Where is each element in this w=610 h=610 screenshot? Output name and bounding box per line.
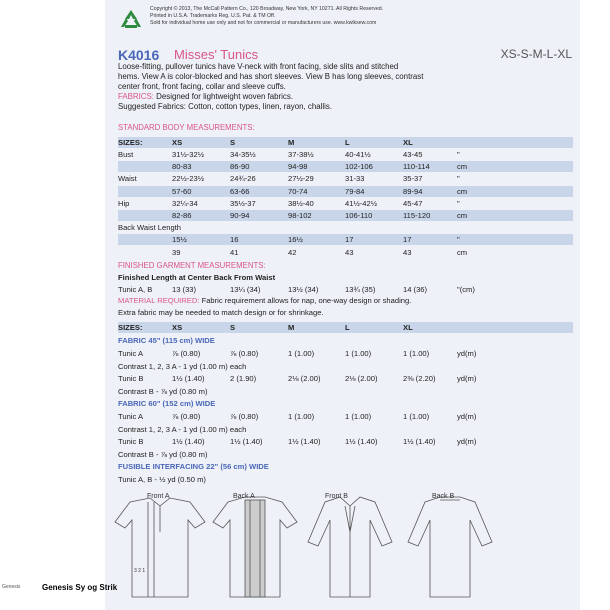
table-cell: 90-94	[230, 211, 250, 220]
description-line: hems. View A is color-blocked and has short sleeves. View B has long sleeves, contrast	[118, 72, 424, 81]
copyright-line: Printed in U.S.A. Trademarks Reg. U.S. Pat. & TM Off.	[150, 13, 276, 19]
size-header: XL	[403, 138, 413, 147]
table-cell: 86-90	[230, 162, 250, 172]
table-cell: 41½-42½	[345, 198, 378, 208]
table-cell: 34-35½	[230, 150, 256, 159]
size-header: XL	[403, 323, 413, 332]
unit-cell: yd(m)	[457, 374, 477, 383]
pattern-title: Misses' Tunics	[174, 47, 259, 62]
table-cell: 2⅜ (2.20)	[403, 374, 436, 383]
table-cell: 63-66	[230, 186, 250, 196]
back-b-drawing	[408, 497, 492, 597]
watermark-brand: Genesis Sy og Strik	[42, 583, 118, 592]
finished-length-label: Finished Length at Center Back From Waist	[118, 273, 276, 282]
unit-cell: cm	[457, 162, 468, 172]
table-cell: ⅞ (0.80)	[172, 349, 201, 358]
row-label: Tunic B	[118, 374, 144, 383]
row-label: Tunic A, B	[118, 285, 153, 294]
size-header: M	[288, 323, 295, 332]
table-cell: 94-98	[288, 162, 308, 172]
row-label: Contrast B - ⅞ yd (0.80 m)	[118, 386, 208, 396]
finished-measurements-heading: FINISHED GARMENT MEASUREMENTS:	[118, 261, 266, 270]
table-cell: 22½-23½	[172, 174, 205, 184]
garment-views	[110, 492, 580, 602]
seam-numbers: 3 2 1	[134, 568, 146, 574]
table-cell: 82-86	[172, 211, 192, 220]
table-cell: ⅞ (0.80)	[230, 412, 259, 421]
table-cell: 89-94	[403, 186, 423, 196]
row-label: Contrast B - ⅞ yd (0.80 m)	[118, 449, 208, 459]
table-cell: 32¼-34	[172, 198, 198, 208]
unit-cell: cm	[457, 186, 468, 196]
table-cell: 15½	[172, 235, 187, 245]
interfacing-text: Tunic A, B - ½ yd (0.50 m)	[118, 475, 206, 484]
unit-cell: "	[457, 198, 460, 208]
table-cell: 1 (1.00)	[288, 412, 315, 421]
table-cell: 1½ (1.40)	[403, 437, 436, 446]
row-label: Hip	[118, 198, 130, 208]
front-a-drawing	[115, 498, 205, 597]
size-header: XS	[172, 323, 183, 332]
sizes-label: SIZES:	[118, 138, 143, 147]
watermark-logo: Genesis	[2, 584, 21, 590]
unit-cell: "	[457, 150, 460, 159]
row-label: Bust	[118, 150, 134, 159]
unit-cell: "	[457, 235, 460, 245]
table-cell: 37-38½	[288, 150, 314, 159]
table-cell: 35½-37	[230, 198, 256, 208]
unit-cell: cm	[457, 211, 468, 220]
copyright-line: Copyright © 2013, The McCall Pattern Co., 120 Broadway, New York, NY 10271. All Rights Reserved.	[150, 6, 384, 12]
table-cell: 17	[345, 235, 354, 245]
row-label: Back Waist Length	[118, 223, 182, 233]
table-cell: 13¼ (34)	[230, 285, 261, 294]
back-a-drawing	[213, 497, 297, 597]
description	[118, 62, 573, 112]
size-header: L	[345, 138, 350, 147]
front-b-drawing	[308, 497, 392, 597]
table-cell: 1 (1.00)	[403, 412, 430, 421]
table-cell: 35-37	[403, 174, 423, 184]
table-cell: 24¾-26	[230, 174, 256, 184]
unit-cell: cm	[457, 247, 468, 257]
table-cell: 1 (1.00)	[288, 349, 315, 358]
table-cell: 1½ (1.40)	[230, 437, 263, 446]
table-cell: 27½-29	[288, 174, 314, 184]
size-header: L	[345, 323, 350, 332]
table-cell: 1 (1.00)	[345, 412, 372, 421]
table-cell: 39	[172, 247, 181, 257]
table-cell: 40-41½	[345, 150, 371, 159]
table-cell: 13 (33)	[172, 285, 197, 294]
table-cell: 13½ (34)	[288, 285, 319, 294]
table-cell: 1½ (1.40)	[172, 437, 205, 446]
description-line: center front, front facing, collar and sleeve cuffs.	[118, 82, 286, 91]
description-line: Loose-fitting, pullover tunics have V-neck with front facing, side slits and stitched	[118, 62, 399, 71]
recycle-icon	[118, 8, 144, 30]
unit-cell: "(cm)	[457, 285, 475, 294]
table-cell: 1 (1.00)	[403, 349, 430, 358]
fabrics-text: Designed for lightweight woven fabrics.	[156, 92, 294, 101]
row-label: Contrast 1, 2, 3 A - 1 yd (1.00 m) each	[118, 361, 247, 371]
table-cell: 16	[230, 235, 239, 245]
table-cell: 43	[403, 247, 412, 257]
table-cell: 43-45	[403, 150, 423, 159]
unit-cell: yd(m)	[457, 412, 477, 421]
suggested-fabrics: Suggested Fabrics: Cotton, cotton types, linen, rayon, challis.	[118, 102, 333, 111]
view-label-front-a: Front A	[147, 493, 170, 500]
copyright-line: Sold for individual home use only and not for commercial or manufacturers use. www.kwiksew.com	[150, 20, 377, 26]
fabric-width-heading: FABRIC 60" (152 cm) WIDE	[118, 399, 216, 408]
table-cell: 13¾ (35)	[345, 285, 376, 294]
table-cell: 2⅛ (2.00)	[345, 374, 378, 383]
fabrics-line	[118, 92, 573, 102]
material-text: Fabric requirement allows for nap, one-way design or shading.	[201, 296, 412, 305]
table-cell: 43	[345, 247, 354, 257]
table-cell: 1½ (1.40)	[288, 437, 321, 446]
table-cell: 106-110	[345, 211, 373, 220]
table-cell: 31-33	[345, 174, 365, 184]
table-cell: 2 (1.90)	[230, 374, 257, 383]
view-label-back-a: Back A	[233, 493, 255, 500]
copyright-block	[150, 6, 580, 27]
table-cell: 57-60	[172, 186, 192, 196]
table-cell: 110-114	[403, 162, 430, 172]
table-cell: 1 (1.00)	[345, 349, 372, 358]
table-cell: 1½ (1.40)	[345, 437, 378, 446]
table-cell: 70-74	[288, 186, 308, 196]
table-cell: 38½-40	[288, 198, 314, 208]
interfacing-heading: FUSIBLE INTERFACING 22" (56 cm) WIDE	[118, 462, 269, 471]
table-cell: 102-106	[345, 162, 373, 172]
table-cell: 17	[403, 235, 412, 245]
fabric-width-heading: FABRIC 45" (115 cm) WIDE	[118, 336, 215, 345]
table-cell: 14 (36)	[403, 285, 428, 294]
unit-cell: yd(m)	[457, 437, 477, 446]
table-cell: 45-47	[403, 198, 423, 208]
table-cell: 42	[288, 247, 297, 257]
title-row	[118, 47, 578, 63]
row-label: Waist	[118, 174, 137, 184]
table-cell: ⅞ (0.80)	[230, 349, 259, 358]
body-measurements-heading: STANDARD BODY MEASUREMENTS:	[118, 123, 255, 132]
table-cell: 98-102	[288, 211, 312, 220]
view-label-back-b: Back B	[432, 493, 455, 500]
fabrics-label: FABRICS:	[118, 92, 154, 101]
size-header: M	[288, 138, 295, 147]
table-cell: 79-84	[345, 186, 365, 196]
table-cell: 31½-32½	[172, 150, 205, 159]
unit-cell: "	[457, 174, 460, 184]
table-cell: 80-83	[172, 162, 192, 172]
table-cell: 115-120	[403, 211, 431, 220]
size-header: S	[230, 138, 236, 147]
sizes-label: SIZES:	[118, 323, 143, 332]
material-text-2: Extra fabric may be needed to match design or for shrinkage.	[118, 308, 324, 317]
table-cell: ⅞ (0.80)	[172, 412, 201, 421]
unit-cell: yd(m)	[457, 349, 477, 358]
row-label: Tunic B	[118, 437, 144, 446]
row-label: Contrast 1, 2, 3 A - 1 yd (1.00 m) each	[118, 424, 247, 434]
size-range: XS-S-M-L-XL	[500, 47, 572, 61]
table-cell: 1½ (1.40)	[172, 374, 205, 383]
table-cell: 41	[230, 247, 239, 257]
table-cell: 16½	[288, 235, 303, 245]
view-label-front-b: Front B	[325, 493, 348, 500]
size-header: S	[230, 323, 236, 332]
material-heading: MATERIAL REQUIRED:	[118, 296, 200, 305]
pattern-code: K4016	[118, 47, 160, 63]
row-label: Tunic A	[118, 349, 144, 358]
table-cell: 2⅛ (2.00)	[288, 374, 321, 383]
size-header: XS	[172, 138, 183, 147]
material-line	[118, 296, 411, 305]
row-label: Tunic A	[118, 412, 144, 421]
